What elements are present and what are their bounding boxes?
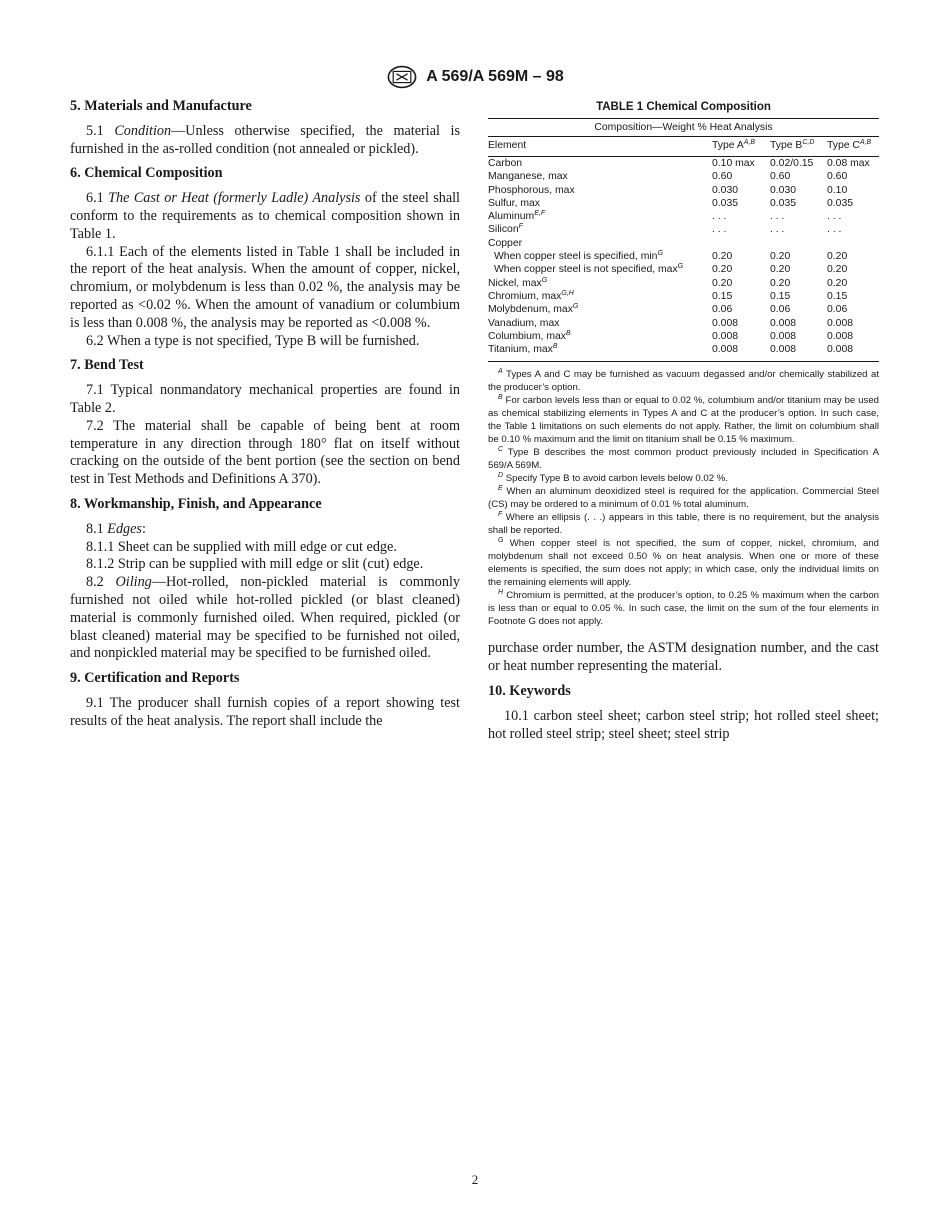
cell-type-b: 0.030 [770, 184, 797, 196]
cell-type-a: 0.035 [712, 197, 739, 209]
cell-type-c [827, 237, 879, 250]
paragraph-6-1: 6.1 The Cast or Heat (formerly Ladle) Analysis of the steel shall conform to the requirements as to chemical composition shown in Table 1. [70, 190, 460, 242]
section-7-heading: 7. Bend Test [70, 357, 144, 374]
table-row [488, 290, 879, 303]
cell-type-a: 0.20 [712, 277, 733, 289]
cell-type-c: 0.008 [827, 343, 879, 362]
cell-element: When copper steel is specified, $\min^G$ [494, 250, 663, 263]
section-10-heading: 10. Keywords [488, 683, 571, 700]
cell-element: Manganese, max [488, 171, 568, 183]
table-footnote: $^A$ Types A and C may be furnished as vacuum degassed and/or chemically stabilized at the producer’s option. [488, 368, 879, 394]
cell-type-b: 0.008 [770, 317, 797, 329]
col-header-type-a: Type $A^{A,B}$ [712, 137, 770, 157]
table-span-header: Composition—Weight % Heat Analysis [488, 119, 879, 137]
cell-element: When copper steel is not specified, $\max^G$ [494, 263, 684, 276]
cell-type-c: 0.08 max [827, 158, 870, 169]
paragraph-8-2: 8.2 Oiling—Hot-rolled, non-pickled material is commonly furnished not oiled while hot-rolled pickled (or blast cleaned) material is commonly furnished oiled. When required, pickled (or blast cleaned) material may be specified to be furnished not oiled, and nonpickled material may be specified to be furnished oiled. [70, 574, 460, 662]
cell-type-c: 0.20 [827, 251, 848, 263]
left-column [70, 98, 460, 731]
table-title: TABLE 1 Chemical Composition [596, 101, 771, 113]
table-row [488, 210, 879, 223]
cell-type-c: 0.035 [827, 197, 854, 209]
cell-type-b: 0.035 [770, 197, 797, 209]
cell-type-c: 0.15 [827, 290, 848, 302]
cell-type-a: 0.15 [712, 290, 733, 302]
cell-type-b: 0.008 [770, 330, 797, 342]
table-row [488, 223, 879, 236]
right-text [488, 640, 879, 743]
cell-type-b [770, 237, 827, 250]
cell-type-b: 0.008 [770, 343, 827, 362]
paragraph-10-1: 10.1 carbon steel sheet; carbon steel strip; hot rolled steel sheet; hot rolled steel strip; steel sheet; steel strip [488, 707, 879, 742]
cell-type-c: 0.20 [827, 264, 848, 276]
cell-element: Molybdenum, $\max^G$ [488, 303, 579, 316]
col-header-type-b: Type $B^{C,D}$ [770, 137, 827, 157]
cell-type-c: 0.60 [827, 171, 848, 183]
cell-element: Chromium, $\max^{G,H}$ [488, 289, 574, 302]
table-column-header-row [488, 137, 879, 157]
table-footnote: $^D$ Specify Type B to avoid carbon levels below 0.02 %. [498, 472, 728, 485]
table-row [488, 317, 879, 330]
section-5-heading: 5. Materials and Manufacture [70, 98, 252, 114]
page-header [0, 64, 950, 90]
paragraph-8-1: 8.1 Edges: [86, 520, 146, 537]
table-footnote: $^F$ Where an ellipsis (. . .) appears in this table, there is no requirement, but the analysis shall be reported. [488, 511, 879, 537]
paragraph-8-1-2: 8.1.2 Strip can be supplied with mill edge or slit (cut) edge. [86, 556, 424, 573]
cell-type-b: 0.60 [770, 171, 791, 183]
paragraph-5-1: 5.1 Condition—Unless otherwise specified, the material is furnished in the as-rolled condition (not annealed or pickled). [70, 122, 461, 157]
col-header-element: Element [488, 137, 712, 157]
cell-element: Copper [488, 237, 523, 249]
cell-element: Sulfur, max [488, 197, 540, 209]
cell-element: Columbium, $\max^B$ [488, 329, 571, 342]
page-number: 2 [471, 1172, 479, 1187]
standard-designation: A 569/A 569M – 98 [426, 68, 564, 85]
paragraph-7-2: 7.2 The material shall be capable of being bent at room temperature in any direction through 180° flat on itself without cracking on the outside of the bent portion (see the section on bend test in Test Methods and Definitions A 370). [70, 417, 460, 488]
chemical-composition-table [488, 118, 879, 362]
cell-element: Carbon [488, 158, 523, 169]
cell-type-c: 0.008 [827, 330, 854, 342]
cell-type-b: 0.06 [770, 304, 791, 316]
cell-type-b: . . . [770, 211, 785, 223]
table-row [488, 277, 879, 290]
col-header-type-c: Type $C^{A,B}$ [827, 137, 879, 157]
table-row [488, 250, 879, 263]
cell-element: Phosphorous, max [488, 184, 575, 196]
cell-type-b: . . . [770, 224, 785, 236]
table-row [488, 263, 879, 276]
paragraph-9-1: 9.1 The producer shall furnish copies of a report showing test results of the heat analysis. The report shall include the [70, 694, 460, 729]
cell-type-b: 0.20 [770, 264, 791, 276]
table-row [488, 330, 879, 343]
table-footnote: $^H$ Chromium is permitted, at the producer’s option, to 0.25 % maximum when the carbon is less than or equal to 0.05 %. In such case, the limit on the sum of the four elements in Footnote G does not apply. [488, 589, 879, 628]
paragraph-8-1-1: 8.1.1 Sheet can be supplied with mill edge or cut edge. [86, 538, 397, 555]
table-row [488, 157, 879, 171]
cell-element: Aluminum$^{E,F}$ [488, 210, 546, 223]
paragraph-7-1: 7.1 Typical nonmandatory mechanical properties are found in Table 2. [70, 382, 460, 416]
table-span-header-row [488, 119, 879, 137]
table-footnotes [488, 368, 879, 628]
cell-type-c: 0.06 [827, 304, 848, 316]
section-6-heading: 6. Chemical Composition [70, 165, 223, 182]
cell-type-a: 0.008 [712, 343, 770, 362]
section-9-heading: 9. Certification and Reports [70, 670, 240, 687]
cell-type-a [712, 237, 770, 250]
table-row [488, 184, 879, 197]
right-column [488, 98, 879, 743]
cell-type-a: . . . [712, 211, 727, 223]
cell-type-a: 0.06 [712, 304, 733, 316]
cell-type-a: 0.10 max [712, 158, 755, 169]
cell-type-a: 0.20 [712, 251, 733, 263]
cell-type-a: 0.20 [712, 264, 733, 276]
table-row [488, 197, 879, 210]
table-row [488, 170, 879, 183]
cell-type-b: 0.02/0.15 [770, 158, 814, 169]
cell-type-b: 0.20 [770, 251, 791, 263]
cell-type-a: 0.030 [712, 184, 739, 196]
cell-type-c: 0.008 [827, 317, 854, 329]
cell-type-b: 0.20 [770, 277, 791, 289]
paragraph-9-1-continued: purchase order number, the ASTM designation number, and the cast or heat number representing the material. [488, 640, 879, 675]
paragraph-6-2: 6.2 When a type is not specified, Type B will be furnished. [86, 332, 420, 349]
table-footnote: $^C$ Type B describes the most common product previously included in Specification A 569/A 569M. [488, 446, 879, 472]
cell-type-a: 0.60 [712, 171, 733, 183]
table-row [488, 303, 879, 316]
cell-element: Titanium, $\max^B$ [488, 343, 712, 362]
table-row [488, 237, 879, 250]
cell-type-b: 0.15 [770, 290, 791, 302]
astm-logo-icon [386, 64, 418, 90]
cell-type-a: 0.008 [712, 317, 739, 329]
cell-type-a: . . . [712, 224, 727, 236]
cell-element: Vanadium, max [488, 317, 560, 329]
cell-type-c: . . . [827, 211, 842, 223]
table-footnote: $^G$ When copper steel is not specified, the sum of copper, nickel, chromium, and molybdenum shall not exceed 0.50 % on heat analysis. When one or more of these elements is specified, the sum does not apply; in which case, only the individual limits on the remaining elements will apply. [488, 537, 879, 589]
cell-type-a: 0.008 [712, 330, 739, 342]
table-row [488, 343, 879, 362]
paragraph-6-1-1: 6.1.1 Each of the elements listed in Table 1 shall be included in the report of the heat analysis. When the amount of copper, nickel, chromium, or molybdenum is less than 0.02 %, the analysis may be reported as <0.02 %. When the amount of vanadium or columbium is less than 0.008 %, the analysis may be reported as <0.008 %. [70, 243, 460, 331]
cell-type-c: . . . [827, 224, 842, 236]
cell-element: Nickel, $\max^G$ [488, 276, 548, 289]
section-8-heading: 8. Workmanship, Finish, and Appearance [70, 495, 322, 512]
table-footnote: $^B$ For carbon levels less than or equal to 0.02 %, columbium and/or titanium may be used as chemical stabilizing elements in Types A and C at the producer’s option. In such case, the Table 1 limitations on such elements do not apply. Rather, the limit on columbium shall be 0.10 % maximum and the limit on titanium shall be 0.15 % maximum. [488, 394, 879, 446]
cell-type-c: 0.20 [827, 277, 848, 289]
table-footnote: $^E$ When an aluminum deoxidized steel is required for the application. Commercial Steel (CS) may be ordered to a minimum of 0.01 % total aluminum. [488, 485, 879, 511]
cell-type-c: 0.10 [827, 184, 848, 196]
cell-element: Silicon$^F$ [488, 223, 523, 236]
